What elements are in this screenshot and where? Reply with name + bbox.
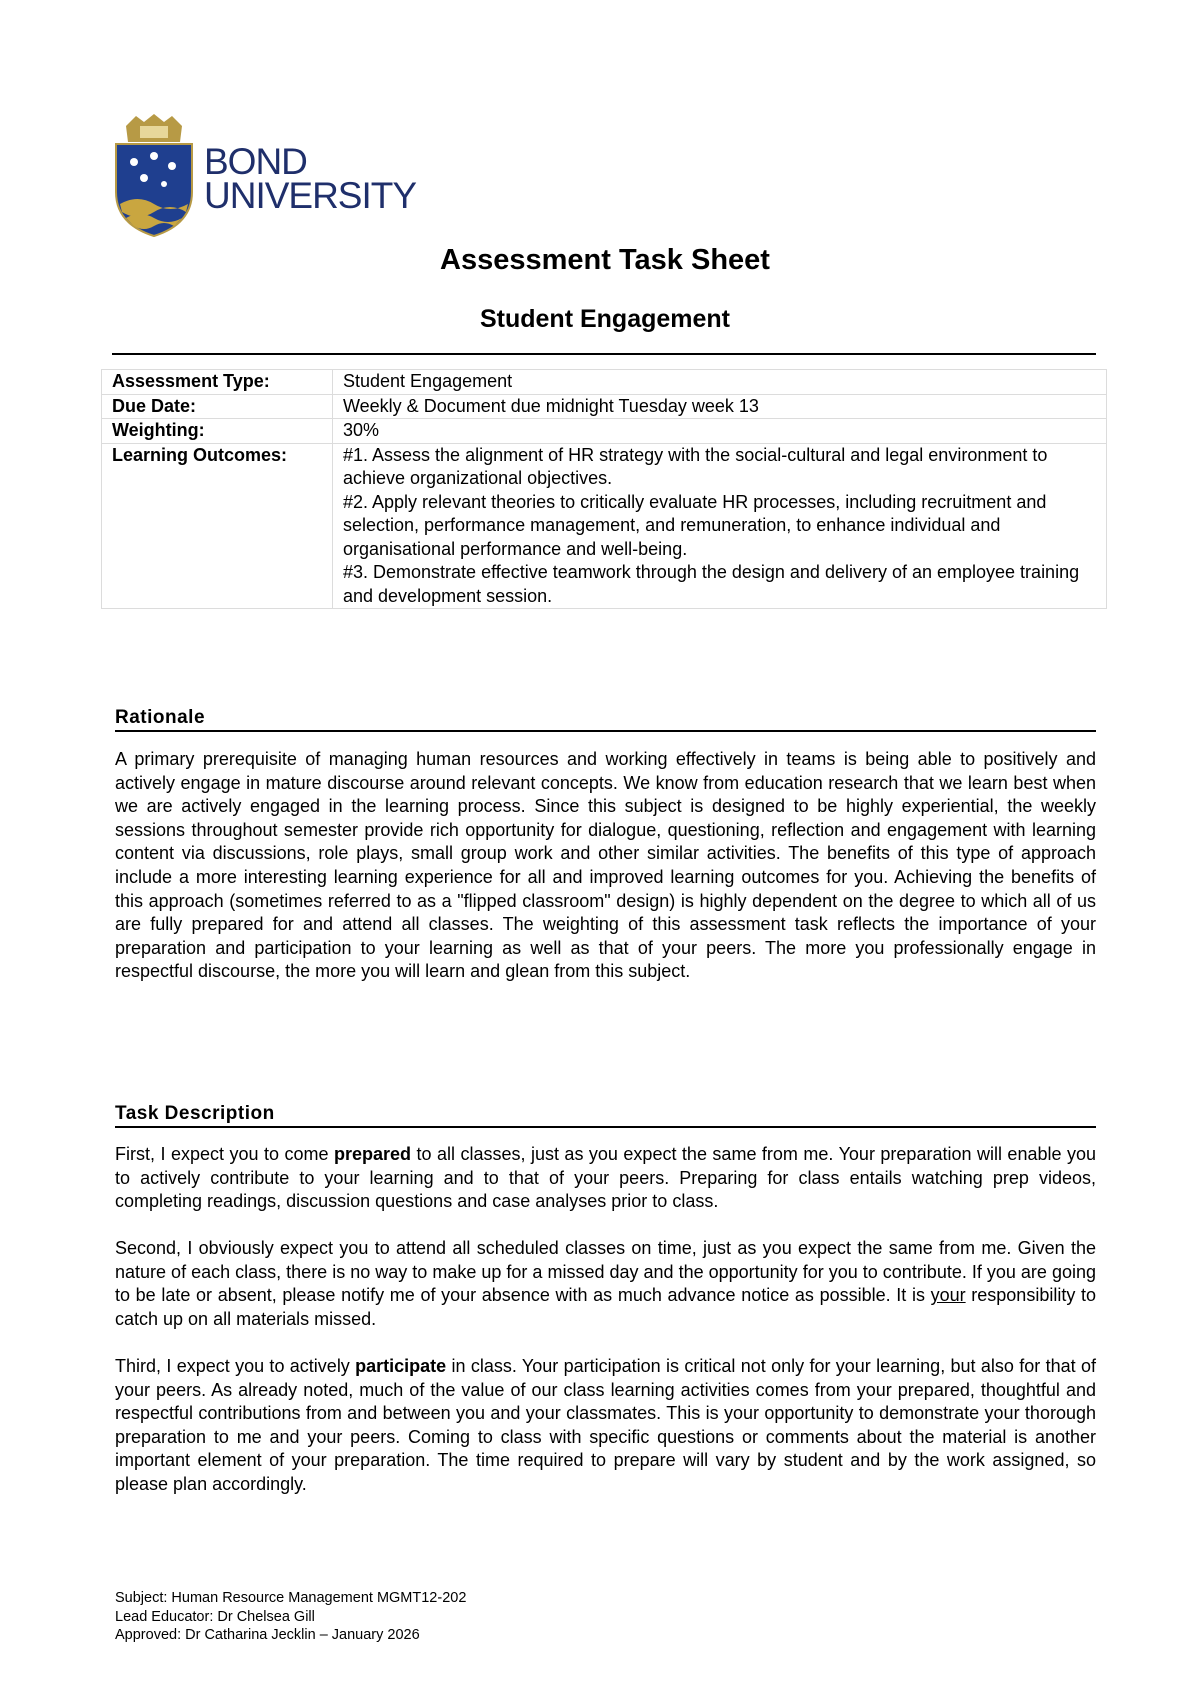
rationale-heading: Rationale (115, 707, 1096, 732)
assessment-type-label: Assessment Type: (102, 370, 333, 395)
footer-subject: Subject: Human Resource Management MGMT12-202 (115, 1590, 467, 1606)
table-row (102, 443, 1107, 609)
learning-outcomes-value (333, 443, 1107, 609)
task-description-heading: Task Description (115, 1103, 1096, 1128)
page-title: Assessment Task Sheet (440, 244, 770, 276)
task-text: First, I expect you to come (115, 1144, 334, 1164)
table-row (102, 370, 1107, 395)
rationale-text: A primary prerequisite of managing human resources and working effectively in teams is being able to positively and actively engage in mature discourse around relevant concepts. We know from education research that we learn best when we are actively engaged in the learning process. Since this subject is designed to be highly experiential, the weekly sessions throughout semester provide rich opportunity for dialogue, questioning, reflection and engagement with learning content via discussions, role plays, small group work and other similar activities. The benefits of this type of approach include a more interesting learning experience for all and improved learning outcomes for you. Achieving the benefits of this approach (sometimes referred to as a "flipped classroom" design) is highly dependent on the degree to which all of us are fully prepared for and attend all classes. The weighting of this assessment task reflects the importance of your preparation and participation to your learning as well as that of your peers. The more you professionally engage in respectful discourse, the more you will learn and glean from this subject. (115, 749, 1096, 982)
table-row (102, 419, 1107, 444)
assessment-details-table (101, 369, 1107, 609)
task-text: to all classes, just as you expect the same from me. Your preparation will enable you to actively contribute to your learning and to that of your peers. Preparing for class entails watching prep videos, completing readings, discussion questions and case analyses prior to class. (115, 1144, 1096, 1212)
assessment-type-value: Student Engagement (333, 370, 1107, 395)
footer-approved: Approved: Dr Catharina Jecklin – January 2026 (115, 1627, 420, 1643)
logo-line-1: BOND (204, 141, 307, 182)
task-text: responsibility to catch up on all materials missed. (115, 1285, 1096, 1329)
page-subtitle: Student Engagement (479, 305, 730, 333)
weighting-label: Weighting: (102, 419, 333, 444)
learning-outcome-3: #3. Demonstrate effective teamwork through the design and delivery of an employee training and development session. (343, 562, 1080, 606)
task-paragraph-3 (115, 1355, 1096, 1497)
task-paragraph-1 (115, 1143, 1096, 1214)
learning-outcome-1: #1. Assess the alignment of HR strategy with the social-cultural and legal environment to achieve organizational objectives. (343, 444, 1048, 488)
due-date-label: Due Date: (102, 394, 333, 419)
task-text: in class. Your participation is critical not only for your learning, but also for that of your peers. As already noted, much of the value of our class learning activities comes from your prepared, thoughtful and respectful contributions from and between you and your classmates. This is your opportunity to demonstrate your thorough preparation to me and your peers. Coming to class with specific questions or comments about the material is another important element of your preparation. The time required to prepare will vary by student and by the work assigned, so please plan accordingly. (115, 1356, 1096, 1494)
crest-icon (114, 112, 194, 238)
logo-line-2: UNIVERSITY (204, 175, 417, 216)
document-footer (115, 1589, 466, 1645)
task-paragraph-2 (115, 1237, 1096, 1331)
learning-outcomes-label: Learning Outcomes: (102, 443, 333, 609)
title-divider (112, 353, 1096, 355)
weighting-value: 30% (333, 419, 1107, 444)
due-date-value: Weekly & Document due midnight Tuesday week 13 (333, 394, 1107, 419)
task-text: Second, I obviously expect you to attend all scheduled classes on time, just as you expect the same from me. Given the nature of each class, there is no way to make up for a missed day and the opportunity for you to contribute. If you are going to be late or absent, please notify me of your absence with as much advance notice as possible. It is (115, 1238, 1096, 1306)
footer-educator: Lead Educator: Dr Chelsea Gill (115, 1608, 315, 1625)
emphasis-participate: participate (355, 1356, 447, 1376)
learning-outcome-2: #2. Apply relevant theories to critically evaluate HR processes, including recruitment and selection, performance management, and remuneration, to enhance individual and organisational performance and well-being. (343, 491, 1047, 559)
university-logo (114, 112, 416, 238)
task-text: Third, I expect you to actively (115, 1356, 356, 1376)
table-row (102, 394, 1107, 419)
emphasis-your: your (930, 1285, 966, 1306)
emphasis-prepared: prepared (333, 1144, 411, 1164)
